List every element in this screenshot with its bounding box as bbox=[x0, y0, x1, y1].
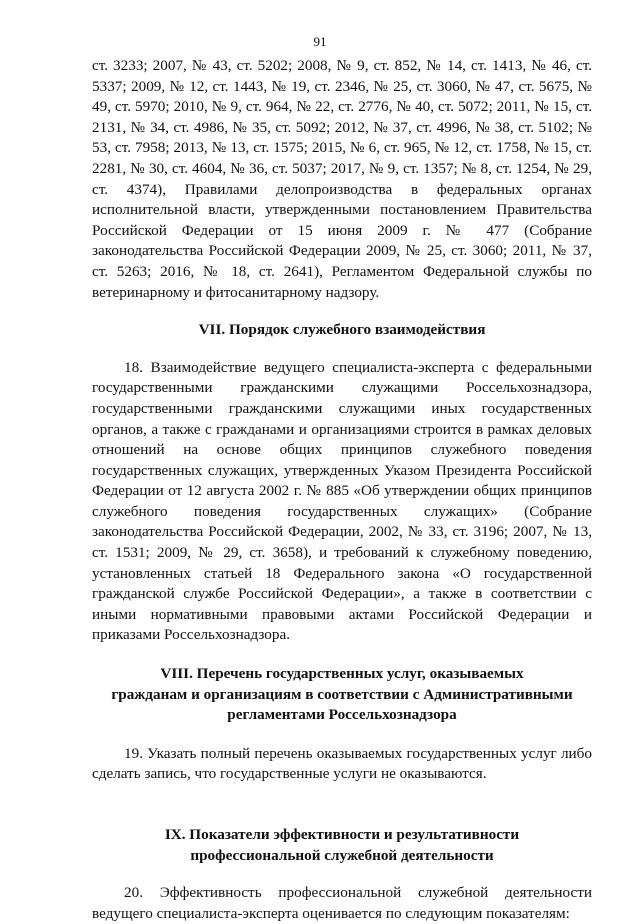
section-heading-ix-line1: IX. Показатели эффективности и результативности bbox=[164, 826, 520, 843]
section-heading-vii: VII. Порядок служебного взаимодействия bbox=[198, 321, 486, 339]
document-body bbox=[92, 56, 592, 924]
paragraph-19: 19. Указать полный перечень оказываемых государственных услуг либо сделать запись, что государственные услуги не оказываются. bbox=[92, 744, 592, 783]
paragraph-18: 18. Взаимодействие ведущего специалиста-эксперта с федеральными государственными гражданскими служащими Россельхознадзора, государственными гражданскими служащими иных государственных органов, а также с гражданами и организациями строится в рамках деловых отношений на основе общих принципов служебного поведения государственных служащих, утвержденных Указом Президента Российской Федерации от 12 августа 2002 г. № 885 «Об утверждении общих принципов служебного поведения государственных служащих» (Собрание законодательства Российской Федерации, 2002, № 33, ст. 3196; 2007, № 13, ст. 1531; 2009, № 29, ст. 3658), и требований к служебному поведению, установленных статьей 18 Федерального закона «О государственной гражданской службе Российской Федерации», а также в соответствии с иными нормативными правовыми актами Российской Федерации и приказами Россельхознадзора. bbox=[92, 358, 592, 644]
section-heading-ix bbox=[92, 825, 592, 866]
section-heading-viii bbox=[92, 664, 592, 726]
section-heading-viii-line1: VIII. Перечень государственных услуг, оказываемых bbox=[160, 665, 524, 683]
page-number: 91 bbox=[313, 34, 327, 49]
paragraph-20: 20. Эффективность профессиональной служебной деятельности ведущего специалиста-эксперта оценивается по следующим показателям: bbox=[92, 884, 592, 922]
section-heading-ix-line2: профессиональной служебной деятельности bbox=[190, 846, 494, 864]
paragraph-legal-references: ст. 3233; 2007, № 43, ст. 5202; 2008, № 9, ст. 852, № 14, ст. 1413, № 46, ст. 5337; 2009, № 12, ст. 1443, № 19, ст. 2346, № 25, ст. 3060, № 47, ст. 5675, № 49, ст. 5970; 2010, № 9, ст. 964, № 22, ст. 2776, № 40, ст. 5072; 2011, № 15, ст. 2131, № 34, ст. 4986, № 35, ст. 5092; 2012, № 37, ст. 4996, № 38, ст. 5102; № 53, ст. 7958; 2013, № 13, ст. 1575; 2015, № 6, ст. 965, № 12, ст. 1758, № 15, ст. 2281, № 30, ст. 4604, № 36, ст. 5037; 2017, № 9, ст. 1357; № 8, ст. 1254, № 29, ст. 4374), Правилами делопроизводства в федеральных органах исполнительной власти, утвержденными постановлением Правительства Российской Федерации от 15 июня 2009 г. № 477 (Собрание законодательства Российской Федерации 2009, № 25, ст. 3060; 2011, № 37, ст. 5263; 2016, № 18, ст. 2641), Регламентом Федеральной службы по ветеринарному и фитосанитарному надзору. bbox=[92, 57, 592, 301]
section-heading-viii-line2: гражданам и организациям в соответствии с Административными bbox=[111, 685, 573, 703]
section-heading-viii-line3: регламентами Россельхознадзора bbox=[227, 706, 457, 724]
